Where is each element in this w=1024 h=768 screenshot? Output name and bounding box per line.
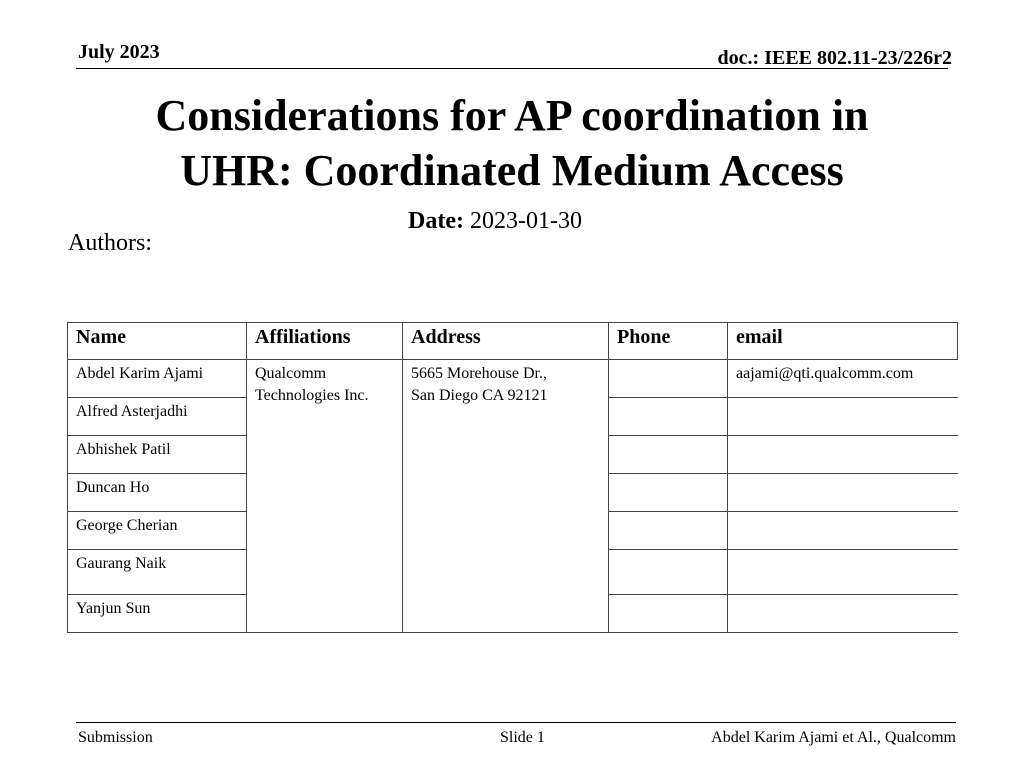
author-name: Abdel Karim Ajami [68,360,247,398]
author-phone [609,360,728,398]
header-date: July 2023 [78,41,160,63]
authors-label: Authors: [68,230,152,256]
affiliation-line-2: Technologies Inc. [255,387,369,404]
col-header-name: Name [68,323,247,360]
author-phone [609,550,728,595]
author-email [728,550,958,595]
author-email [728,512,958,550]
author-phone [609,436,728,474]
slide-title-line-1: Considerations for AP coordination in [155,91,869,140]
col-header-affiliations: Affiliations [247,323,403,360]
date-line [408,206,582,236]
affiliation-line-1: Qualcomm [255,365,327,382]
address-line-2: San Diego CA 92121 [411,387,548,404]
address-cell [403,360,609,633]
author-phone [609,398,728,436]
author-email [728,474,958,512]
authors-table [67,322,958,633]
author-name: Alfred Asterjadhi [68,398,247,436]
footer-slide-number: Slide 1 [500,729,545,746]
author-email [728,398,958,436]
author-phone [609,595,728,633]
header-divider [76,68,948,69]
date-value: 2023-01-30 [469,208,582,234]
date-label: Date: [408,208,464,234]
author-name: Gaurang Naik [68,550,247,595]
author-name: Abhishek Patil [68,436,247,474]
author-name: George Cherian [68,512,247,550]
author-email [728,595,958,633]
author-name: Duncan Ho [68,474,247,512]
slide-title-line-2: UHR: Coordinated Medium Access [180,146,844,195]
table-header-row [68,323,958,360]
col-header-address: Address [403,323,609,360]
footer-author: Abdel Karim Ajami et Al., Qualcomm [711,729,956,746]
author-name: Yanjun Sun [68,595,247,633]
author-email: aajami@qti.qualcomm.com [728,360,958,398]
address-line-1: 5665 Morehouse Dr., [411,365,547,382]
author-phone [609,474,728,512]
col-header-phone: Phone [609,323,728,360]
header-doc-id: doc.: IEEE 802.11-23/226r2 [717,47,952,69]
author-email [728,436,958,474]
footer-submission: Submission [78,729,153,746]
affiliation-cell [247,360,403,633]
slide-title [0,88,1024,198]
author-phone [609,512,728,550]
table-row [68,360,958,398]
footer-divider [76,722,956,723]
col-header-email: email [728,323,958,360]
